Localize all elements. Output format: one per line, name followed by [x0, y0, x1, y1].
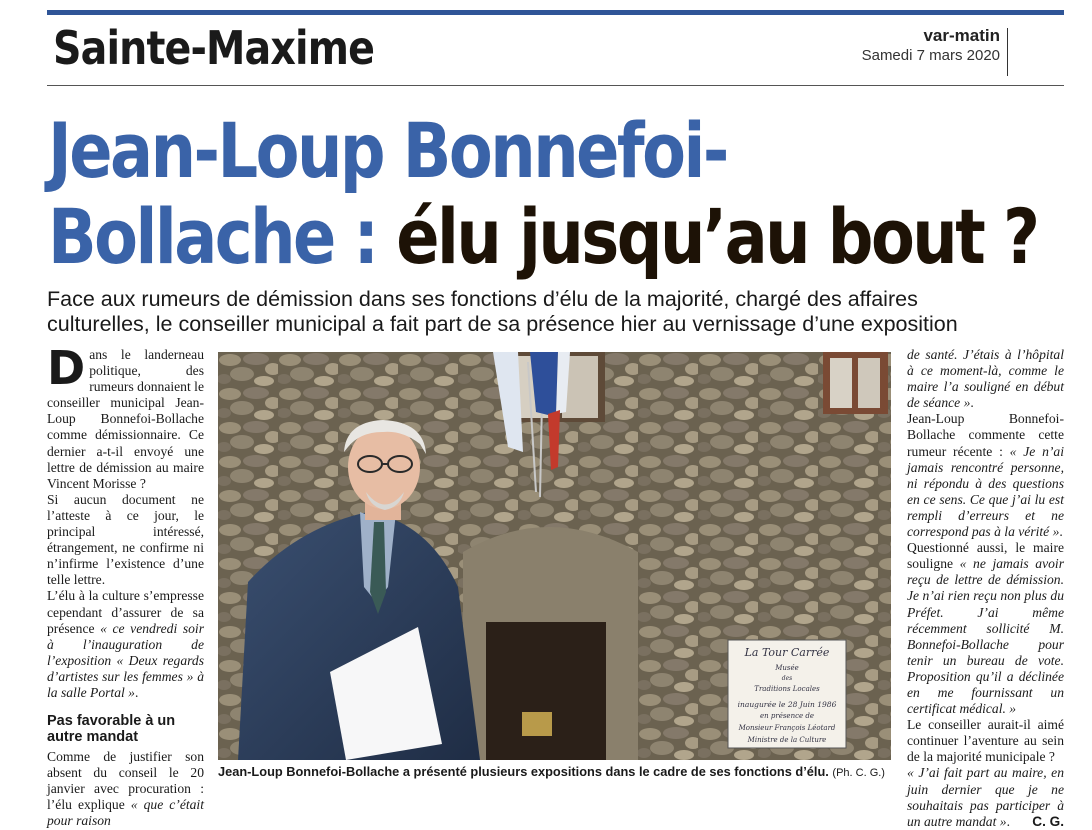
paragraph: Si aucun document ne l’atteste à ce jour, le principal intéressé, étrangement, ne confirme ni n’infirme l’existence d’une telle lettre.: [47, 491, 204, 588]
masthead-divider: [1007, 28, 1008, 76]
punctuation: .: [970, 395, 974, 411]
standfirst-line1: Face aux rumeurs de démission dans ses fonctions d’élu de la majorité, chargé des affaires: [47, 287, 918, 311]
standfirst-line2: culturelles, le conseiller municipal a fait part de sa présence hier au vernissage d’une exposition: [47, 312, 958, 336]
standfirst: [47, 287, 1087, 337]
sign-line: en présence de: [759, 712, 815, 720]
paragraph: [47, 588, 204, 701]
headline: [48, 106, 1038, 281]
masthead: [862, 26, 1000, 66]
photo-caption: [218, 764, 898, 779]
quote: « que c’était pour raison: [47, 797, 204, 829]
punctuation: .: [1006, 813, 1010, 829]
article-column-right: [907, 347, 1064, 830]
header-rule: [47, 85, 1064, 86]
quote: « ne jamais avoir reçu de lettre de démission. Je n’ai rien reçu non plus du Préfet. J’ai même récemment sollicité M. Bonnefoi-Bollache pour tenir un bureau de vote. Proposition qu’il a déclinée en me fournissant un certificat médical. »: [907, 556, 1064, 717]
top-rule: [47, 10, 1064, 15]
caption-text: Jean-Loup Bonnefoi-Bollache a présenté plusieurs expositions dans le cadre de ses fonctions d’élu.: [218, 764, 829, 779]
paragraph-text: Jean-Loup Bonnefoi-Bollache commente cette rumeur récente :: [907, 411, 1064, 459]
paragraph-text: Comme de justifier son absent du conseil le 20 janvier avec procuration : l’élu explique: [47, 749, 204, 813]
paragraph-text: L’élu à la culture s’empresse cependant d’assurer de sa présence: [47, 588, 204, 636]
quote: « ce vendredi soir à l’inauguration de l’exposition « Deux regards d’artistes sur les femmes » à la salle Portal »: [47, 620, 204, 700]
quote: « Je n’ai jamais rencontré personne, ni répondu à des questions en ce sens. Ce que j’ai lu est rempli d’erreurs et ne correspond pas à la vérité »: [907, 443, 1065, 540]
headline-part2: Bollache :: [48, 192, 397, 281]
article-photo: [218, 352, 891, 760]
paper-name: var-matin: [923, 26, 1000, 45]
sign-line: Musée: [775, 664, 799, 672]
issue-date: Samedi 7 mars 2020: [861, 47, 1000, 64]
subheading: Pas favorable à un autre mandat: [47, 713, 176, 746]
quote: « J’ai fait part au maire, en juin dernier que je ne souhaitais pas participer à un autre mandat »: [907, 765, 1064, 829]
punctuation: .: [1059, 524, 1063, 540]
paragraph-text: ans le landerneau politique, des rumeurs donnaient le conseiller municipal Jean-Loup Bonnefoi-Bollache comme démissionnaire. Ce dernier a-t-il envoyé une lettre de démission au maire Vincent Morisse ?: [47, 347, 204, 491]
photo-credit: (Ph. C. G.): [832, 767, 885, 779]
quote: de santé. J’étais à l’hôpital à ce moment-là, comme le maire l’a souligné en début de séance »: [907, 347, 1064, 411]
sign-line: inaugurée le 28 Juin 1986: [737, 700, 837, 709]
author-signature: C. G.: [1032, 813, 1064, 829]
sign-line: des: [781, 675, 793, 682]
sign-line: Traditions Locales: [754, 685, 820, 693]
paragraph-text: Questionné aussi, le maire souligne: [907, 540, 1064, 572]
paragraph: [907, 765, 1064, 829]
headline-part1: Jean-Loup Bonnefoi-: [48, 106, 727, 195]
headline-part3: élu jusqu’au bout ?: [396, 192, 1038, 281]
paragraph: [907, 411, 1064, 540]
drop-cap: D: [47, 341, 86, 395]
paragraph: Le conseiller aurait-il aimé continuer l’aventure au sein de la majorité municipale ?: [907, 717, 1064, 765]
sign-line: La Tour Carrée: [744, 646, 830, 659]
paragraph: [47, 341, 204, 492]
article-column-left: [47, 341, 204, 830]
paragraph: [47, 749, 204, 829]
sign-line: Monsieur François Léotard: [738, 724, 836, 732]
sign-line: Ministre de la Culture: [747, 736, 827, 744]
punctuation: .: [134, 684, 139, 700]
paragraph: [907, 540, 1064, 717]
section-title: Sainte-Maxime: [53, 21, 375, 75]
photo-illustration: [218, 352, 891, 760]
paragraph: [907, 347, 1064, 411]
